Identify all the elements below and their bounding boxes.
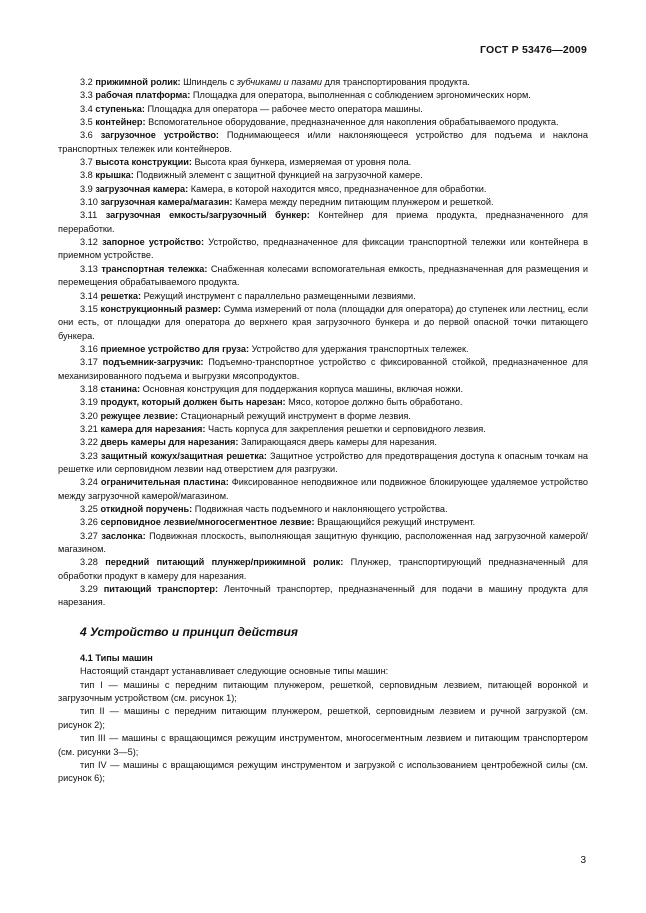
term-definition [58,129,588,156]
term-text: Режущий инструмент с параллельно размещенными лезвиями. [141,290,416,301]
term-name: защитный кожух/защитная решетка: [100,450,267,461]
term-number: 3.6 [80,130,101,141]
term-name: решетка: [100,290,142,301]
term-definition [58,450,588,477]
term-definition [58,343,588,356]
term-number: 3.18 [80,383,101,394]
term-definition [58,476,588,503]
term-definition [58,303,588,343]
term-number: 3.12 [80,237,103,248]
term-name: загрузочное устройство: [100,130,219,141]
term-text: Контейнер для приема продукта, предназначенного для переработки. [58,210,588,234]
term-number: 3.17 [80,357,103,368]
term-name: прижимной ролик: [95,77,181,87]
document-body [58,76,588,786]
term-name: ограничительная пластина: [100,477,229,488]
section-intro: Настоящий стандарт устанавливает следующие основные типы машин: [80,666,389,677]
term-name: серповидное лезвие/многосегментное лезвие: [100,517,315,528]
term-number: 3.13 [80,263,102,274]
page-number: 3 [580,855,586,866]
term-number: 3.23 [80,450,101,461]
term-text: Подвижная часть подъемного и наклоняющего устройства. [192,504,448,514]
machine-type-item: тип III — машины с вращающимся режущим инструментом, многосегментным лезвием и питающим транспортером (см. рисунки 3—5); [58,733,588,757]
term-name: высота конструкции: [95,157,192,168]
term-number: 3.26 [80,517,101,528]
term-text: Ленточный транспортер, предназначенный для подачи в машину продукта для нарезания. [58,584,588,608]
term-text: Вращающийся режущий инструмент. [314,517,476,528]
term-definition [58,423,588,436]
term-number: 3.20 [80,410,101,421]
term-number: 3.29 [80,584,104,595]
term-name: загрузочная камера: [95,183,189,194]
term-text: Подвижный элемент с защитной функцией на загрузочной камере. [133,170,423,181]
term-name: станина: [100,383,141,394]
term-name: загрузочная камера/магазин: [100,197,233,208]
term-name: конструкционный размер: [100,303,221,314]
term-number: 3.15 [80,303,101,314]
term-text: Подъемно-транспортное устройство с фиксированной стойкой, предназначенное для механизированного подъема и выгрузки мясопродуктов. [58,357,588,381]
term-text: Камера, в которой находится мясо, предназначенное для обработки. [188,183,487,194]
term-definition [58,89,588,102]
term-name: приемное устройство для груза: [100,343,250,354]
term-definition [58,583,588,610]
term-text: Фиксированное неподвижное или подвижное блокирующее удаляемое устройство между загрузочной камерой/магазином. [58,477,589,501]
machine-types-list [58,679,588,786]
term-text: Часть корпуса для закрепления решетки и серповидного лезвия. [205,423,486,434]
term-name: ступенька: [95,103,145,114]
term-text: Подвижная плоскость, выполняющая защитную функцию, расположенная над загрузочной камерой/магазином. [58,530,588,555]
term-number: 3.9 [80,183,96,194]
term-definition [58,556,588,583]
term-name: режущее лезвие: [100,410,179,421]
term-text: Вспомогательное оборудование, предназначенное для накопления обрабатываемого продукта. [145,117,559,128]
term-text: Высота края бункера, измеряемая от уровня пола. [191,157,412,168]
term-name: транспортная тележка: [101,263,208,274]
term-number: 3.28 [80,557,106,568]
term-definition [58,156,588,169]
term-definition [58,76,588,89]
term-definition [58,169,588,182]
term-definition [58,209,588,236]
term-definition [58,183,588,196]
term-number: 3.27 [80,530,102,541]
term-name: крышка: [95,170,134,181]
term-name: загрузочная емкость/загрузочный бункер: [105,210,310,221]
term-definition [58,396,588,409]
term-name: камера для нарезания: [100,423,206,434]
term-name: контейнер: [95,117,146,128]
term-text: Устройство, предназначенное для фиксации транспортной тележки или контейнера в приемном устройстве. [58,237,589,261]
term-definition [58,383,588,396]
term-name: продукт, который должен быть нарезан: [100,397,286,408]
term-name: дверь камеры для нарезания: [100,437,239,448]
term-text: Мясо, которое должно быть обработано. [285,397,463,408]
term-emphasis: зубчиками и пазами [236,77,322,87]
term-text: Поднимающееся и/или наклоняющееся устройство для подъема и наклона транспортных тележек или контейнеров. [58,130,588,154]
term-definition [58,356,588,383]
term-definition [58,436,588,449]
term-number: 3.16 [80,343,101,354]
term-number: 3.8 [80,170,96,181]
term-definition [58,103,588,116]
term-number: 3.7 [80,157,96,168]
term-number: 3.2 [80,77,96,87]
term-definition [58,263,588,290]
term-definition [58,290,588,303]
term-text: Запирающаяся дверь камеры для нарезания. [238,437,437,448]
term-text: Снабженная колесами вспомогательная емкость, предназначенная для размещения и перемещения обрабатываемого продукта. [58,263,588,288]
term-text: Шпиндель с [180,77,237,87]
term-text: для транспортирования продукта. [322,77,470,87]
term-text: Устройство для удержания транспортных тележек. [249,343,469,354]
term-definition [58,236,588,263]
term-number: 3.3 [80,90,96,101]
term-name: откидной поручень: [100,504,193,514]
term-text: Сумма измерений от пола (площадки для оператора) до ступенек или лестниц, если они есть, от площадки для оператора до верхнего края загрузочного бункера и до первой опасной точки питающего бункера. [58,303,589,341]
term-name: подъемник-загрузчик: [102,357,204,368]
term-text: Площадка для оператора, выполненная с соблюдением эргономических норм. [190,90,531,101]
term-text: Площадка для оператора — рабочее место оператора машины. [144,103,423,114]
term-definition [58,530,588,557]
subsection-heading: 4.1 Типы машин [80,653,153,664]
term-number: 3.21 [80,423,101,434]
term-name: заслонка: [101,530,146,541]
term-number: 3.24 [80,477,101,488]
term-number: 3.25 [80,504,101,514]
term-number: 3.14 [80,290,101,301]
section-heading: 4 Устройство и принцип действия [80,624,298,639]
term-name: передний питающий плунжер/прижимной ролик: [105,557,344,568]
machine-type-item: тип II — машины с передним питающим плунжером, решеткой, серповидным лезвием и ручной загрузкой (см. рисунок 2); [58,706,588,730]
term-text: Защитное устройство для предотвращения доступа к опасным точкам на решетке или серповидном лезвии над отверстием для разгрузки. [58,450,588,474]
term-name: питающий транспортер: [103,584,219,595]
term-number: 3.11 [80,210,106,221]
machine-type-item: тип I — машины с передним питающим плунжером, решеткой, серповидным лезвием, питающей воронкой и загрузочным устройством (см. рисунок 1); [58,679,588,704]
terms-list [58,76,588,610]
term-definition [58,516,588,529]
term-name: запорное устройство: [102,237,205,248]
term-number: 3.4 [80,103,96,114]
term-definition [58,196,588,209]
machine-type-item: тип IV — машины с вращающимся режущим инструментом и загрузкой с использованием центробежной силы (см. рисунок 6); [58,759,588,784]
term-definition [58,503,588,516]
term-name: рабочая платформа: [95,90,191,101]
term-number: 3.5 [80,117,96,128]
term-text: Основная конструкция для поддержания корпуса машины, включая ножки. [140,383,464,394]
term-text: Плунжер, транспортирующий предназначенный для обработки продукт в камеру для нарезания. [58,557,588,581]
term-number: 3.19 [80,397,101,408]
term-text: Камера между передним питающим плунжером и решеткой. [232,197,494,208]
term-number: 3.10 [80,197,101,208]
document-header: ГОСТ Р 53476—2009 [479,44,587,56]
term-definition [58,410,588,423]
term-definition [58,116,588,129]
term-text: Стационарный режущий инструмент в форме лезвия. [178,410,411,421]
term-number: 3.22 [80,437,101,448]
